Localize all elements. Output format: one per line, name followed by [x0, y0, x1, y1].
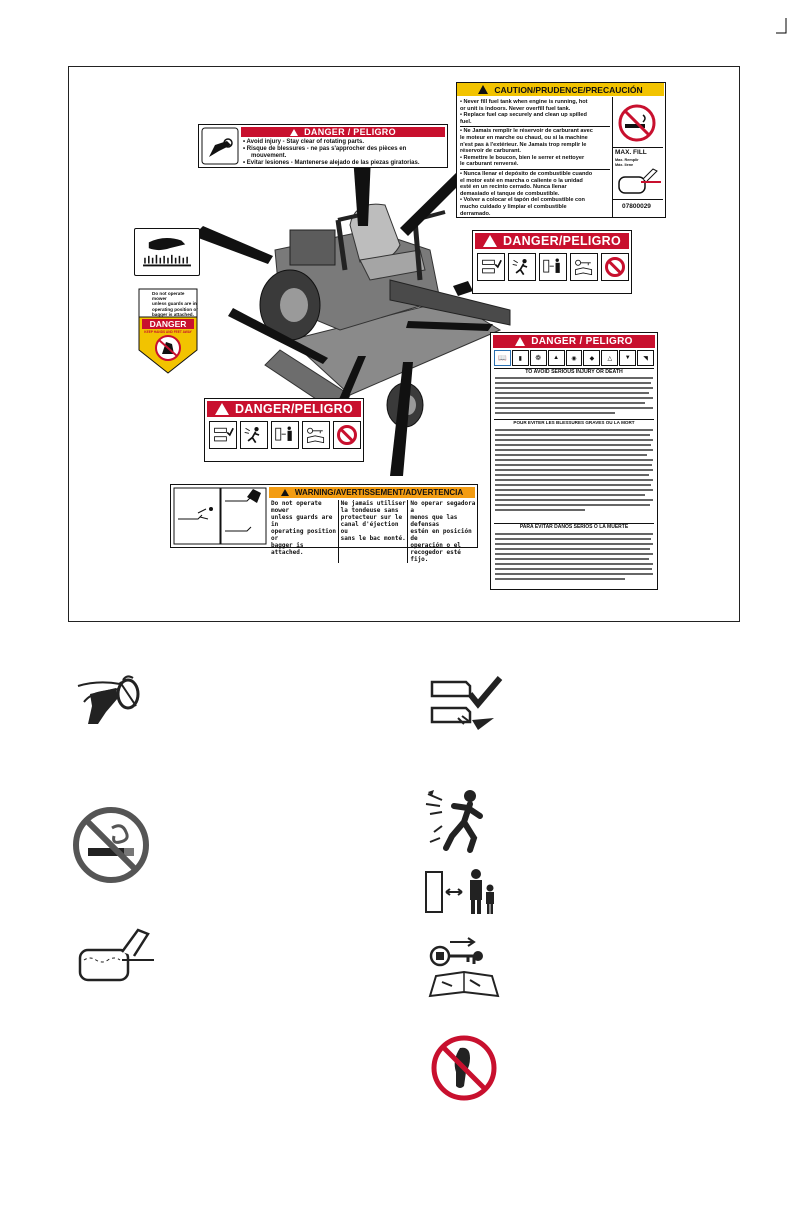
guard-line-2: unless guards are in — [152, 301, 197, 307]
rotating-line-1: • Avoid injury - Stay clear of rotating parts. — [243, 139, 365, 145]
no-step-small-icon — [333, 421, 361, 449]
caution-en-1: • Never fill fuel tank when engine is running, hot — [460, 99, 588, 105]
big-danger-header: DANGER / PELIGRO — [531, 336, 633, 347]
warning-header: WARNING/AVERTISSEMENT/ADVERTENCIA — [294, 488, 464, 497]
guard-icon — [477, 253, 505, 281]
caution-max-sub2: Máx. llene — [615, 163, 634, 167]
key-manual-icon — [302, 421, 330, 449]
rotating-parts-danger-label — [198, 124, 448, 168]
danger-right-header: DANGER/PELIGRO — [502, 234, 622, 248]
warning-es-1: No operar segadora a — [410, 500, 476, 514]
big-danger-section-es: PARA EVITAR DAÑOS SERIOS O LA MUERTE — [519, 524, 629, 530]
hand-rotating-parts-icon — [76, 672, 152, 728]
warning-es-5: recogedor esté fijo. — [410, 549, 461, 563]
caution-es-5: • Volver a colocar el tapón del combustible con — [460, 197, 585, 204]
caution-es-2: el motor esté en marcha o caliente o la unidad — [460, 177, 583, 184]
caution-max-fill: MAX. FILL — [615, 149, 647, 156]
warning-guard-label — [170, 484, 478, 563]
warning-deflector-icon — [173, 487, 267, 545]
thrown-objects-icon — [424, 786, 500, 852]
warning-en-2: unless guards are in — [271, 514, 333, 528]
remove-key-read-manual-icon — [428, 936, 504, 1000]
thrown-object-icon — [240, 421, 268, 449]
warning-fr-4: canal d'éjection ou — [340, 521, 399, 535]
guard-line-3: operating position or — [152, 306, 198, 312]
guard-line-1: Do not operate mower — [152, 291, 185, 302]
caution-fr-4: réservoir de carburant. — [460, 148, 521, 155]
warning-fr-2: la tondeuse sans — [340, 507, 399, 514]
guard-danger-word: DANGER — [149, 319, 187, 329]
big-danger-pictogram-row: 📖 ▮ ❁ ▲ ◉ ◆ △ ▼ ◥ — [494, 350, 654, 366]
caution-fuel-label — [456, 82, 666, 218]
guard-danger-label — [138, 288, 198, 374]
warning-en-3: operating position or — [271, 528, 337, 542]
caution-fr-1: • Ne Jamais remplir le réservoir de carburant avec — [460, 128, 593, 135]
thrown-object-icon — [508, 253, 536, 281]
caution-header: CAUTION/PRUDENCE/PRECAUCIÓN — [494, 84, 643, 95]
warning-en-4: bagger is attached. — [271, 542, 304, 556]
caution-fuel-tank-icon — [615, 167, 663, 197]
warning-fr-5: sans le bac monté. — [340, 535, 406, 542]
caution-fr-6: le carburant renversé. — [460, 161, 519, 168]
warning-es-2: menos que las defensas — [410, 514, 458, 528]
rotating-line-4: • Evitar lesiones - Mantenerse alejado de las piezas giratorias. — [243, 160, 420, 166]
big-danger-section-en: TO AVOID SERIOUS INJURY OR DEATH — [525, 369, 623, 375]
spanish-text-block — [495, 532, 653, 587]
warning-fr-3: protecteur sur le — [340, 514, 403, 521]
caution-fr-3: n'est pas à l'extérieur. Ne Jamais trop remplir le — [460, 141, 587, 148]
no-step-small-icon — [601, 253, 629, 281]
caution-fr-5: • Remettre le boucon, bien le serrer et nettoyer — [460, 154, 585, 161]
key-manual-icon — [570, 253, 598, 281]
english-text-block — [495, 376, 653, 416]
caution-fr-2: le moteur en marche ou chaud, ou si la machine — [460, 134, 588, 141]
bystander-icon — [271, 421, 299, 449]
danger-pictogram-label-left — [204, 398, 364, 462]
rotating-line-2: • Risque de blessures - ne pas s'approcher des pièces en — [243, 146, 407, 152]
caution-en-4: fuel. — [460, 118, 472, 125]
warning-es-4: operación o el — [410, 542, 461, 549]
no-smoking-icon — [72, 806, 150, 884]
caution-es-7: derramado. — [460, 210, 491, 217]
caution-es-4: demasiado el tanque de combustible. — [460, 190, 560, 197]
caution-es-3: esté en un recinto cerrado. Nunca llenar — [460, 184, 567, 191]
caution-en-2: or unit is indoors. Never overfill fuel tank. — [460, 105, 571, 112]
danger-left-header: DANGER/PELIGRO — [234, 402, 354, 416]
warning-en-1: Do not operate mower — [271, 500, 322, 514]
caution-max-sub: Max. Remplir — [615, 158, 639, 162]
rotating-header: DANGER / PELIGRO — [304, 127, 396, 137]
guard-deflector-icon — [428, 676, 504, 732]
warning-es-3: estén en posición de — [410, 528, 472, 542]
danger-pictogram-label-right — [472, 230, 632, 294]
guard-icon — [209, 421, 237, 449]
guard-keep-text: KEEP HANDS AND FEET AWAY — [144, 330, 192, 334]
caution-es-6: mucho cuidado y limpiar el combustible — [460, 203, 567, 210]
hand-rotating-icon — [201, 127, 239, 165]
bystander-icon — [539, 253, 567, 281]
crop-mark — [776, 18, 792, 34]
big-danger-instructions-label — [490, 332, 658, 590]
caution-no-smoking-icon — [617, 103, 657, 143]
warning-fr-1: Ne jamais utiliser — [340, 500, 406, 507]
caution-en-3: • Replace fuel cap securely and clean up spilled — [460, 112, 587, 119]
hand-pinch-label — [134, 228, 200, 276]
guard-line-4: bagger is attached. — [152, 311, 194, 317]
hand-pinch-icon — [135, 229, 199, 275]
fuel-tank-max-fill-icon — [76, 926, 156, 986]
caution-es-1: • Nunca llenar el depósito de combustible cuando — [460, 170, 593, 177]
big-danger-section-fr: POUR EVITER LES BLESSURES GRAVES OU LA MORT — [513, 420, 635, 425]
french-text-block — [495, 428, 653, 520]
no-step-icon — [430, 1034, 498, 1102]
rotating-line-3: mouvement. — [251, 153, 287, 159]
caution-part-number: 07800029 — [622, 203, 651, 210]
keep-bystanders-away-icon — [424, 868, 500, 916]
